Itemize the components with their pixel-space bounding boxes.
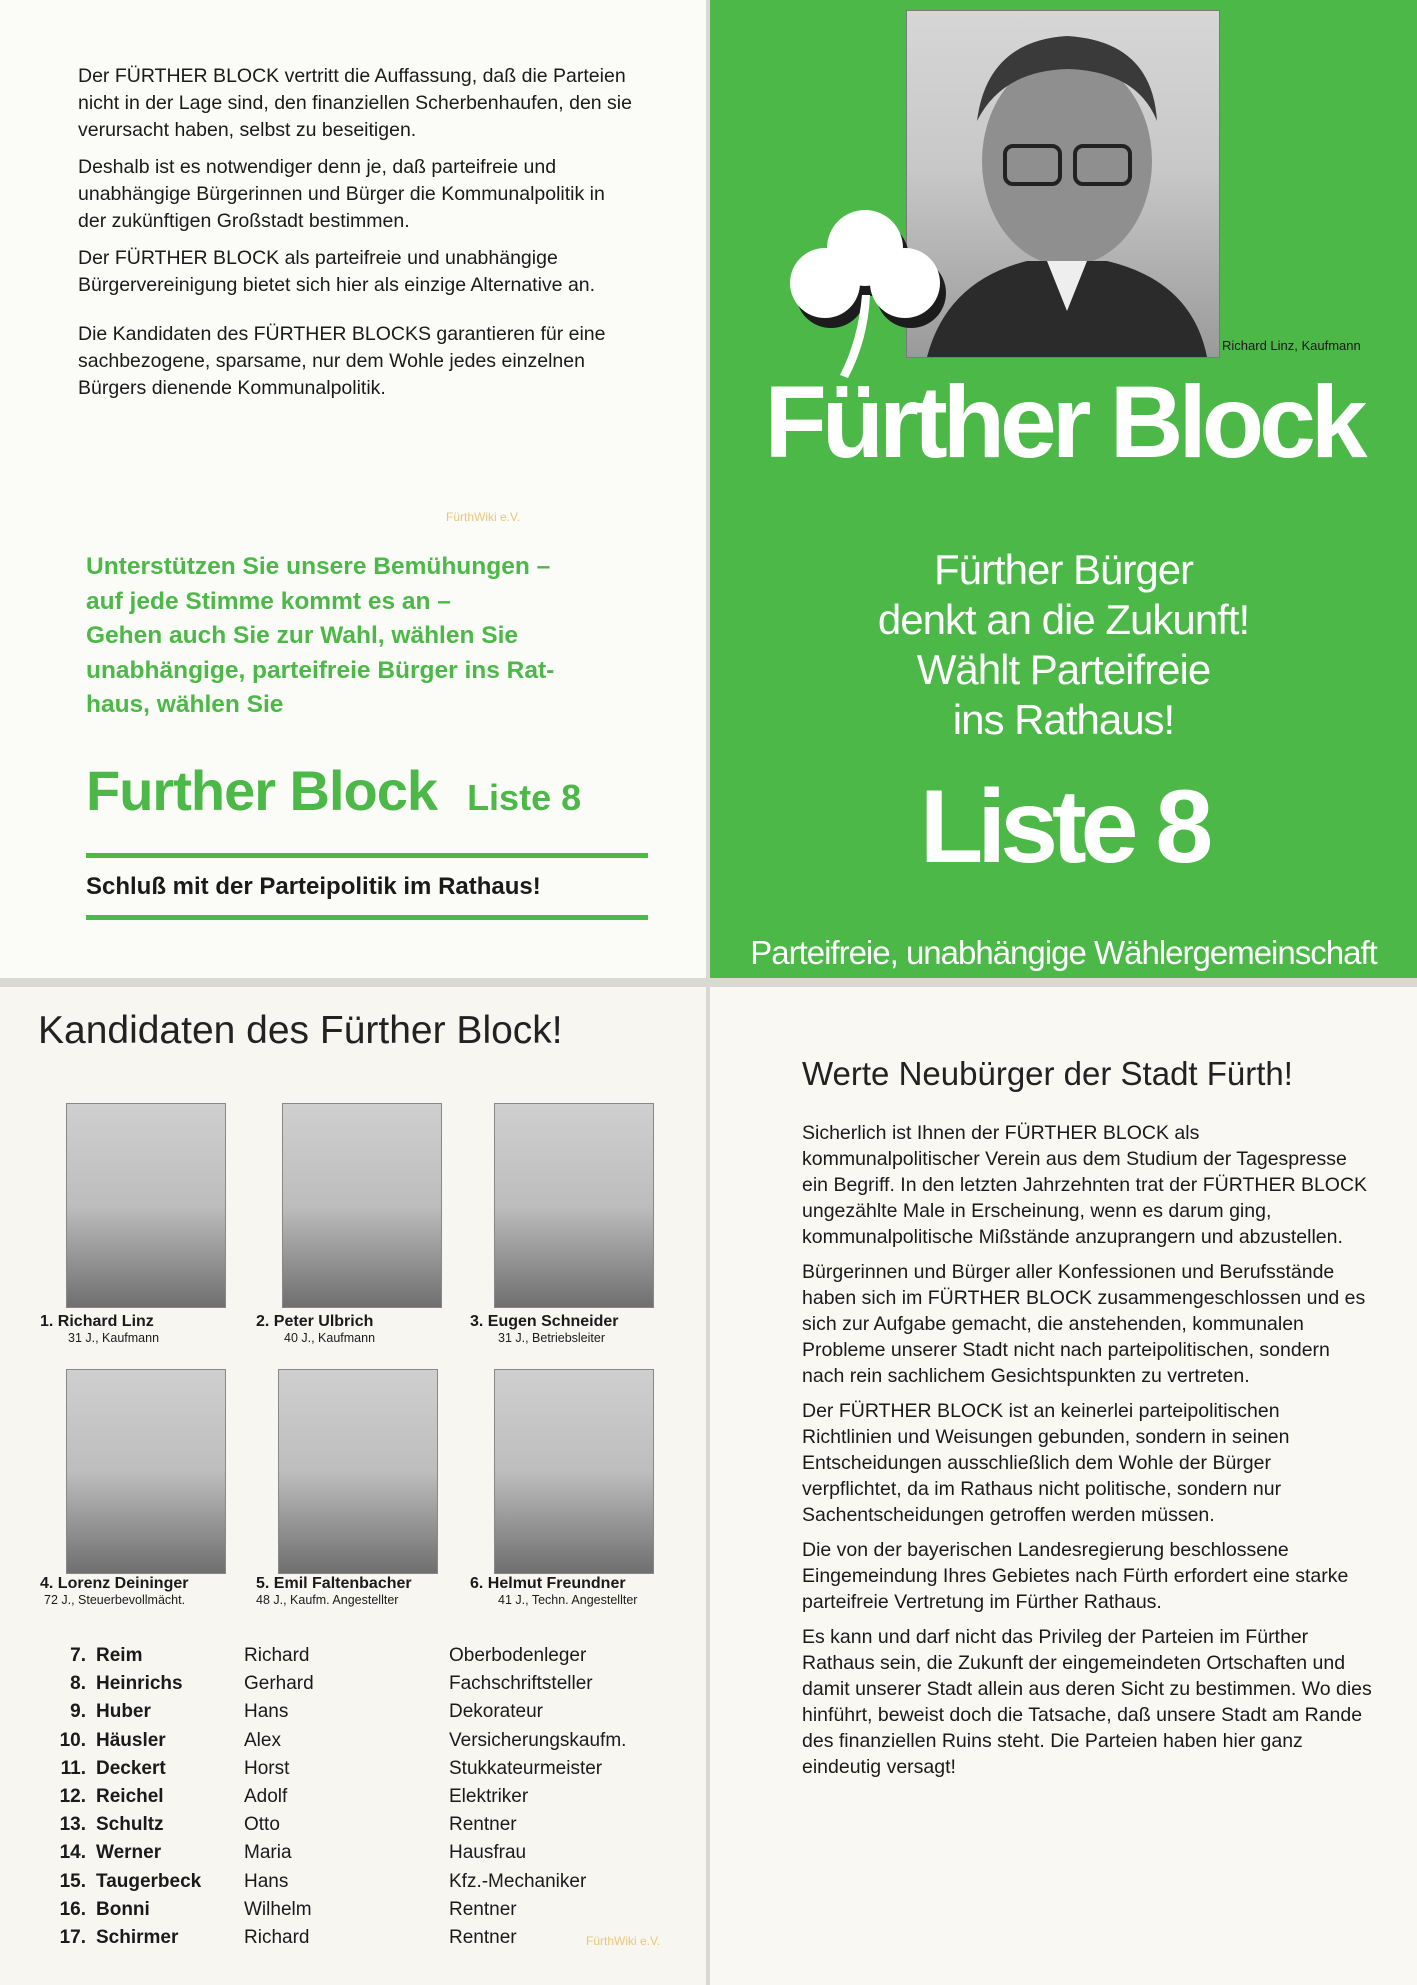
candidate-photo — [494, 1369, 654, 1574]
list-last-name: Huber — [96, 1701, 151, 1723]
candidate-photo — [278, 1369, 438, 1574]
letter-paragraph-1: Sicherlich ist Ihnen der FÜRTHER BLOCK als kommunalpolitischer Verein aus dem Studium der Tagespresse ein Begriff. In den letzten Jahrzehnten trat der FÜRTHER BLOCK ungezählte Male in Erscheinung, wenn es darum ging, kommunalpolitische Mißstände anzuprangern und abzustellen. — [802, 1122, 1368, 1248]
list-row — [38, 1698, 626, 1726]
letter-paragraph-2: Bürgerinnen und Bürger aller Konfessionen und Berufsstände haben sich im FÜRTHER BLOCK zusammengeschlossen und es sich zur Aufgabe gemacht, die anstehenden, kommunalen Probleme unserer Stadt nicht nach parteipolitischen, sondern nach rein sachlichem Gesichtspunkten zu vertreten. — [802, 1261, 1366, 1387]
list-first-name: Gerhard — [244, 1673, 314, 1695]
candidate-detail: 48 J., Kaufm. Angestellter — [256, 1593, 399, 1607]
candidate-detail: 72 J., Steuerbevollmächt. — [44, 1593, 186, 1607]
party-signoff — [86, 758, 581, 823]
candidate-name: 2. Peter Ulbrich — [256, 1313, 374, 1330]
divider-top — [86, 853, 648, 858]
intro-paragraph-2: Deshalb ist es notwendiger denn je, daß parteifreie und unabhängige Bürgerinnen und Bürger die Kommunalpolitik in der zukünftigen Großstadt bestimmen. — [78, 156, 605, 232]
list-row — [38, 1868, 626, 1896]
list-occupation: Rentner — [449, 1898, 517, 1920]
list-first-name: Wilhelm — [244, 1898, 312, 1920]
list-number: 8. — [70, 1673, 86, 1695]
list-first-name: Horst — [244, 1757, 290, 1779]
candidate-name: 6. Helmut Freundner — [470, 1575, 626, 1592]
support-appeal — [86, 550, 646, 723]
candidate-photo — [494, 1103, 654, 1308]
support-line: haus, wählen Sie — [86, 691, 284, 718]
list-row — [38, 1924, 626, 1952]
letter-panel — [710, 987, 1417, 1985]
cover-list-number: Liste 8 — [919, 769, 1208, 885]
list-last-name: Heinrichs — [96, 1673, 183, 1695]
candidate-detail: 31 J., Betriebsleiter — [498, 1331, 605, 1345]
list-row — [38, 1642, 626, 1670]
letter-paragraph-5: Es kann und darf nicht das Privileg der Parteien im Fürther Rathaus sein, die Zukunft der eingemeindeten Ortschaften und damit unserer Stadt allein aus deren Sicht zu bestimmen. Wo dies hinführt, beweist doch die Tatsache, daß unsere Stadt am Rande des finanziellen Ruins steht. Die Parteien haben hier ganz eindeutig versagt! — [802, 1626, 1372, 1778]
support-line: auf jede Stimme kommt es an – — [86, 587, 451, 615]
list-first-name: Alex — [244, 1729, 281, 1751]
list-occupation: Versicherungskaufm. — [449, 1729, 627, 1751]
list-first-name: Hans — [244, 1870, 289, 1892]
list-last-name: Reim — [96, 1645, 143, 1666]
list-row — [38, 1755, 626, 1783]
party-name: Further Block — [86, 759, 438, 822]
list-number: 14. — [59, 1842, 86, 1864]
list-last-name: Taugerbeck — [96, 1870, 202, 1892]
list-row — [38, 1896, 626, 1924]
candidate-name: 3. Eugen Schneider — [470, 1313, 619, 1330]
candidate-name: 4. Lorenz Deininger — [40, 1575, 189, 1592]
cover-tagline: Parteifreie, unabhängige Wählergemeinschaft — [750, 934, 1377, 971]
list-occupation: Fachschriftsteller — [449, 1673, 593, 1695]
candidate-detail: 41 J., Techn. Angestellter — [498, 1593, 638, 1607]
slogan-line: Fürther Bürger — [933, 546, 1194, 593]
list-number: 9. — [70, 1701, 86, 1723]
list-last-name: Deckert — [96, 1757, 166, 1779]
front-cover-panel — [710, 0, 1417, 978]
list-last-name: Häusler — [96, 1729, 166, 1751]
list-first-name: Hans — [244, 1701, 289, 1723]
portrait-caption: Richard Linz, Kaufmann — [1222, 338, 1361, 353]
candidate-caption — [470, 1313, 690, 1345]
list-last-name: Werner — [96, 1842, 162, 1864]
list-last-name: Reichel — [96, 1786, 164, 1808]
support-line: unabhängige, parteifreie Bürger ins Rat- — [86, 656, 555, 684]
list-row — [38, 1727, 626, 1755]
candidate-caption — [256, 1313, 476, 1345]
watermark: FürthWiki e.V. — [446, 510, 521, 524]
candidate-caption — [40, 1575, 260, 1607]
support-line: Unterstützen Sie unsere Bemühungen – — [86, 553, 551, 580]
list-number: 13. — [59, 1814, 86, 1836]
list-occupation: Hausfrau — [449, 1842, 527, 1864]
candidate-name: 1. Richard Linz — [40, 1313, 154, 1330]
list-row — [38, 1811, 626, 1839]
intro-paragraph-1: Der FÜRTHER BLOCK vertritt die Auffassung, daß die Parteien nicht in der Lage sind, den finanziellen Scherbenhaufen, den sie verursacht haben, selbst zu beseitigen. — [78, 65, 632, 141]
letter-paragraph-4: Die von der bayerischen Landesregierung beschlossene Eingemeindung Ihres Gebietes nach Fürth erfordert eine starke parteifreie Vertretung im Fürther Rathaus. — [802, 1539, 1349, 1613]
list-occupation: Rentner — [449, 1927, 517, 1949]
letter-title: Werte Neubürger der Stadt Fürth! — [802, 1055, 1293, 1092]
list-occupation: Dekorateur — [449, 1701, 543, 1723]
shamrock-icon — [770, 200, 960, 380]
list-first-name: Otto — [244, 1814, 280, 1836]
list-number: 17. — [59, 1927, 86, 1949]
candidate-list — [38, 1642, 626, 1952]
candidate-detail: 40 J., Kaufmann — [284, 1331, 376, 1345]
intro-paragraph-3: Der FÜRTHER BLOCK als parteifreie und unabhängige Bürgervereinigung bietet sich hier als einzige Alternative an. — [78, 247, 596, 296]
candidate-caption — [470, 1575, 690, 1607]
candidates-panel — [0, 987, 706, 1985]
list-first-name: Maria — [244, 1842, 292, 1864]
list-occupation: Oberbodenleger — [449, 1645, 587, 1666]
candidate-detail: 31 J., Kaufmann — [68, 1331, 160, 1345]
list-row — [38, 1783, 626, 1811]
list-row — [38, 1839, 626, 1867]
list-occupation: Rentner — [449, 1814, 517, 1836]
closing-slogan: Schluß mit der Parteipolitik im Rathaus! — [86, 873, 541, 900]
cover-title: Fürther Block — [764, 365, 1363, 479]
cover-slogan — [730, 545, 1397, 745]
candidate-photo — [66, 1103, 226, 1308]
list-last-name: Schirmer — [96, 1927, 179, 1949]
candidate-name: 5. Emil Faltenbacher — [256, 1575, 412, 1592]
list-number: 10. — [59, 1729, 86, 1751]
slogan-line: ins Rathaus! — [952, 696, 1175, 743]
intro-paragraph-4: Die Kandidaten des FÜRTHER BLOCKS garantieren für eine sachbezogene, sparsame, nur dem Wohle jedes einzelnen Bürgers dienende Kommunalpolitik. — [78, 323, 606, 399]
watermark: FürthWiki e.V. — [586, 1934, 661, 1948]
list-occupation: Kfz.-Mechaniker — [449, 1870, 587, 1892]
list-number: 12. — [59, 1786, 86, 1808]
candidates-title: Kandidaten des Fürther Block! — [38, 1009, 563, 1052]
list-occupation: Elektriker — [449, 1786, 529, 1808]
list-last-name: Schultz — [96, 1814, 164, 1836]
intro-text — [78, 63, 638, 412]
list-number: 7. — [70, 1645, 86, 1666]
candidate-caption — [256, 1575, 476, 1607]
list-number: 16. — [59, 1898, 86, 1920]
divider-bottom — [86, 915, 648, 920]
list-number: 11. — [60, 1757, 86, 1779]
candidate-caption — [40, 1313, 260, 1345]
slogan-line: Wählt Parteifreie — [916, 646, 1211, 693]
list-first-name: Adolf — [244, 1786, 288, 1808]
list-row — [38, 1670, 626, 1698]
candidate-photo — [282, 1103, 442, 1308]
letter-text — [802, 1120, 1372, 1789]
list-first-name: Richard — [244, 1645, 310, 1666]
letter-paragraph-3: Der FÜRTHER BLOCK ist an keinerlei parteipolitischen Richtlinien und Weisungen gebunden, sondern in seinen Entscheidungen ausschließlich dem Wohle der Bürger verpflichtet, da im Rathaus nicht politische, sondern nur Sachentscheidungen getroffen werden müssen. — [802, 1400, 1290, 1526]
list-last-name: Bonni — [96, 1898, 150, 1920]
list-number: 15. — [59, 1870, 86, 1892]
support-line: Gehen auch Sie zur Wahl, wählen Sie — [86, 622, 519, 649]
list-label: Liste 8 — [467, 777, 582, 818]
list-first-name: Richard — [244, 1927, 310, 1949]
list-occupation: Stukkateurmeister — [449, 1757, 603, 1779]
slogan-line: denkt an die Zukunft! — [877, 596, 1250, 643]
back-cover-panel — [0, 0, 706, 978]
candidate-photo — [66, 1369, 226, 1574]
